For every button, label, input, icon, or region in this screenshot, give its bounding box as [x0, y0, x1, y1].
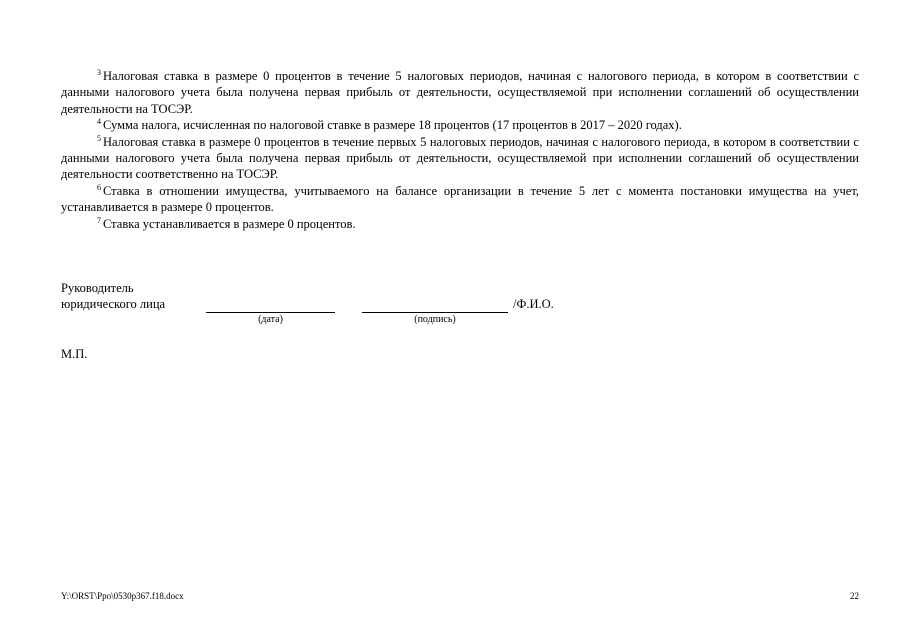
date-signature-line: [206, 312, 335, 313]
signatory-title: Руководитель: [61, 281, 134, 295]
footnote-3: [61, 68, 859, 117]
footnote-marker: 5: [97, 133, 101, 143]
signature-line: [362, 312, 508, 313]
footnote-text: Сумма налога, исчисленная по налоговой ставке в размере 18 процентов (17 процентов в 2017 – 2020 годах).: [103, 118, 682, 133]
footnote-6: [61, 183, 859, 216]
footnote-text: Ставка в отношении имущества, учитываемого на балансе организации в течение 5 лет с момента постановки имущества на учет, устанавливается в размере 0 процентов.: [61, 183, 859, 215]
footnote-text: Налоговая ставка в размере 0 процентов в течение первых 5 налоговых периодов, начиная с налогового периода, в котором в соответствии с данными налогового учета была получена первая прибыль от деятельности, осуществляемой при исполнении соглашений об осуществлении деятельности соответственно на ТОСЭР.: [61, 134, 859, 182]
footnote-marker: 6: [97, 182, 101, 192]
footnote-marker: 7: [97, 215, 101, 225]
footnote-text: Ставка устанавливается в размере 0 процентов.: [103, 216, 356, 231]
stamp-placeholder: М.П.: [61, 347, 88, 361]
date-caption: (дата): [258, 314, 283, 325]
footnotes-block: [61, 68, 859, 232]
footer-file-path: Y:\ORST\Ppo\0530p367.f18.docx: [61, 591, 184, 601]
footnote-7: [61, 216, 859, 232]
page-number: 22: [850, 591, 859, 601]
footnote-5: [61, 134, 859, 183]
footnote-marker: 3: [97, 68, 101, 77]
footnote-4: [61, 117, 859, 133]
fio-label: /Ф.И.О.: [513, 297, 554, 311]
signature-caption: (подпись): [414, 314, 456, 325]
signatory-organization: юридического лица: [61, 297, 166, 311]
footnote-marker: 4: [97, 117, 101, 127]
footnote-text: Налоговая ставка в размере 0 процентов в течение 5 налоговых периодов, начиная с налогового периода, в котором в соответствии с данными налогового учета была получена первая прибыль от деятельности, осуществляемой при исполнении соглашений об осуществлении деятельности на ТОСЭР.: [61, 69, 859, 116]
